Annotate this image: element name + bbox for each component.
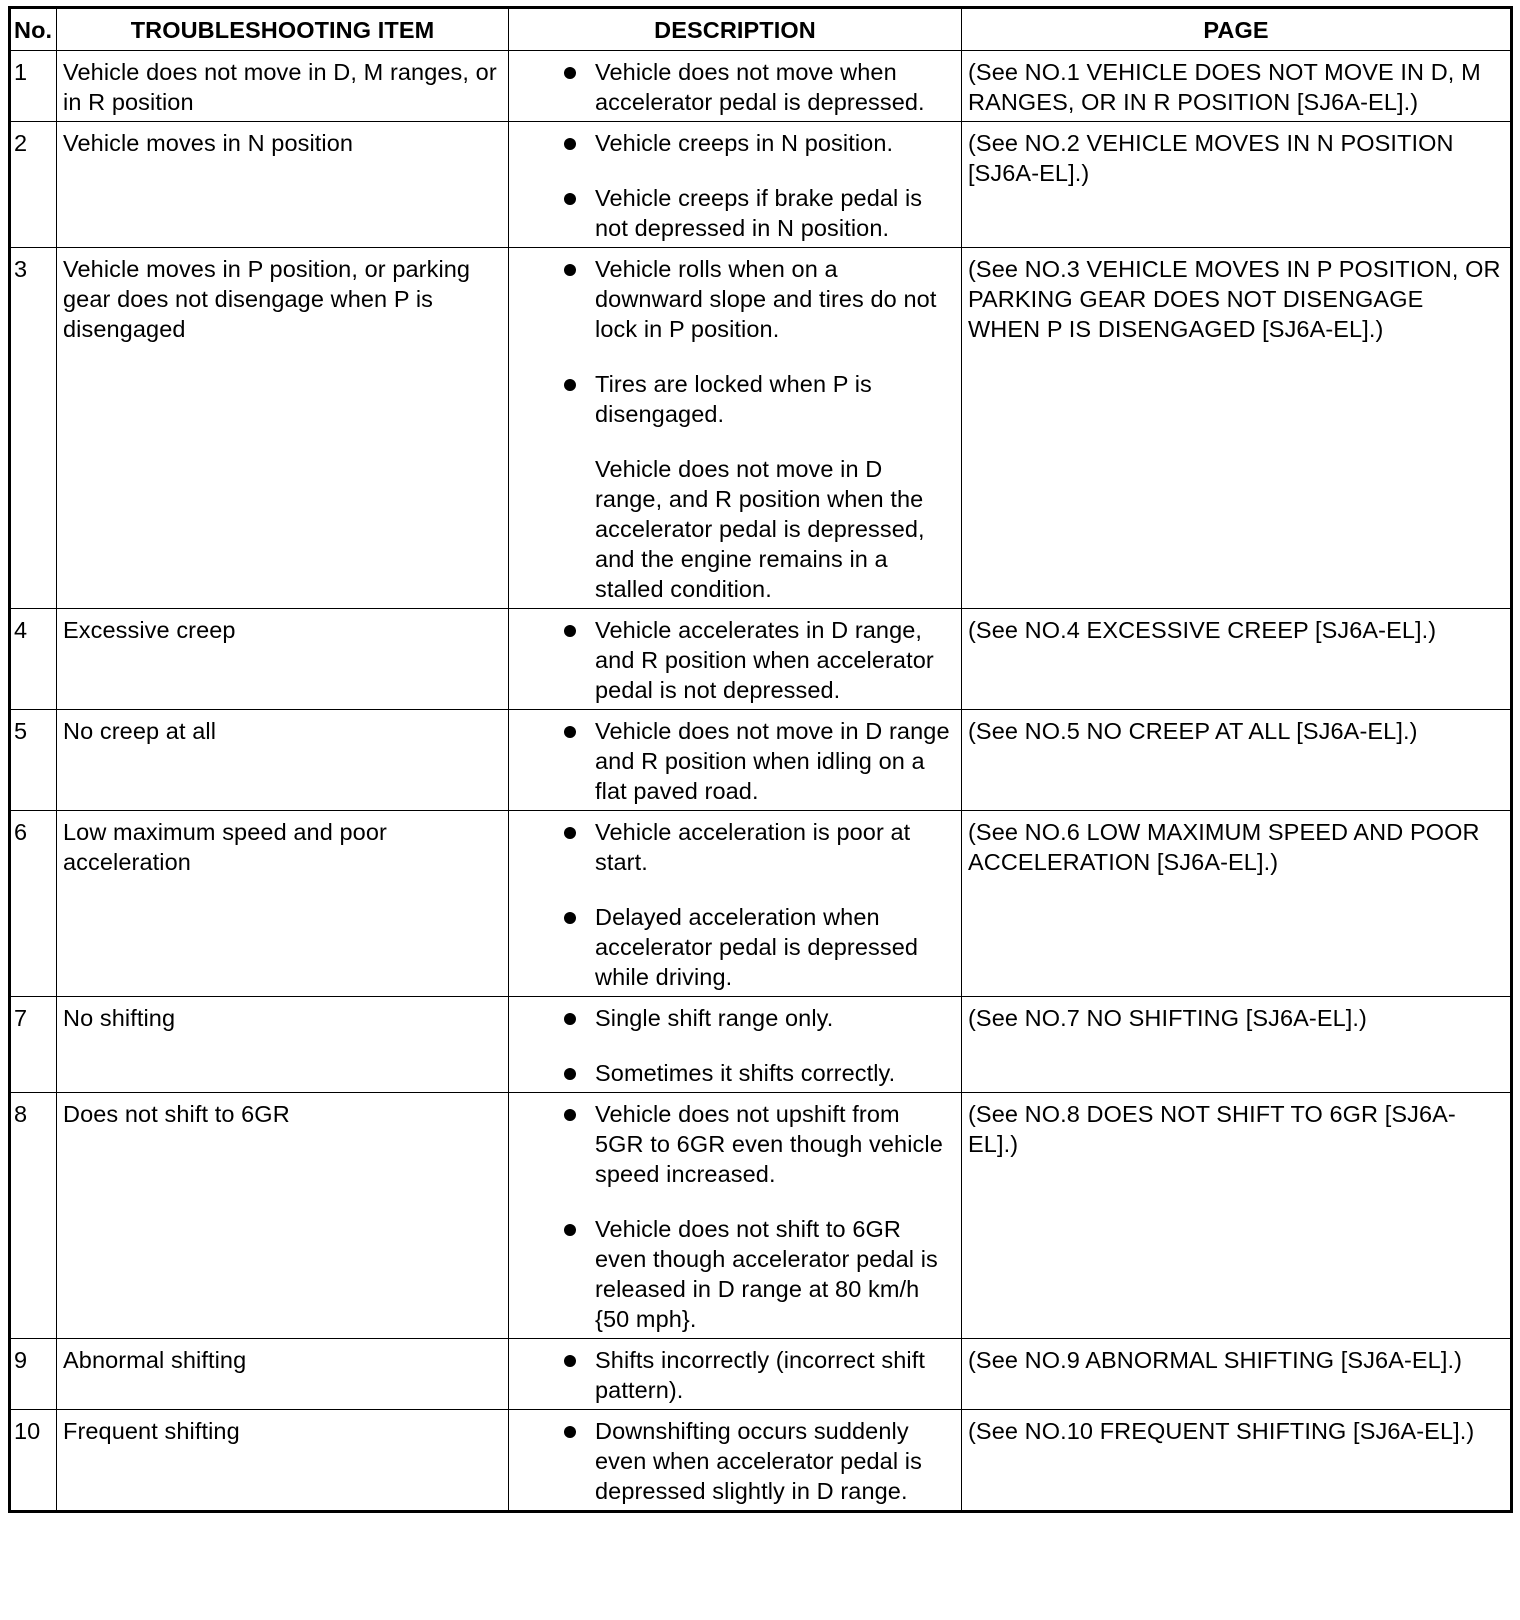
row-number: 8 — [10, 1093, 57, 1339]
description-item — [515, 716, 955, 806]
description-item — [515, 183, 955, 243]
page-reference-cell — [962, 1093, 1512, 1339]
row-number: 9 — [10, 1339, 57, 1410]
description-list — [515, 615, 955, 705]
bullet-icon — [564, 1426, 576, 1438]
troubleshooting-item: Low maximum speed and poor acceleration — [57, 811, 509, 997]
description-list — [515, 716, 955, 806]
page-reference: (See NO.7 NO SHIFTING [SJ6A-EL].) — [968, 1005, 1367, 1031]
description-item — [515, 902, 955, 992]
row-number: 3 — [10, 248, 57, 609]
troubleshooting-item: Excessive creep — [57, 609, 509, 710]
description-list — [515, 1345, 955, 1405]
description-item — [515, 817, 955, 877]
bullet-icon — [564, 1109, 576, 1121]
page-reference: (See NO.2 VEHICLE MOVES IN N POSITION [SJ6A-EL].) — [968, 130, 1454, 186]
description-text: Sometimes it shifts correctly. — [595, 1060, 896, 1086]
table-row — [10, 1093, 1512, 1339]
page-reference-cell — [962, 1339, 1512, 1410]
row-number: 6 — [10, 811, 57, 997]
bullet-icon — [564, 1068, 576, 1080]
description-text: Vehicle accelerates in D range, and R position when accelerator pedal is not depressed. — [595, 617, 934, 703]
page-reference-cell — [962, 997, 1512, 1093]
description-item — [515, 1058, 955, 1088]
description-text: Shifts incorrectly (incorrect shift pattern). — [595, 1347, 925, 1403]
header-page: PAGE — [962, 8, 1512, 51]
table-row — [10, 997, 1512, 1093]
description-item — [515, 1003, 955, 1033]
troubleshooting-item: Frequent shifting — [57, 1410, 509, 1512]
bullet-icon — [564, 1013, 576, 1025]
bullet-icon — [564, 1224, 576, 1236]
header-no: No. — [10, 8, 57, 51]
description-cell — [509, 710, 962, 811]
page-reference: (See NO.5 NO CREEP AT ALL [SJ6A-EL].) — [968, 718, 1418, 744]
description-list — [515, 254, 955, 604]
header-row — [10, 8, 1512, 51]
description-cell — [509, 248, 962, 609]
troubleshooting-item: Vehicle does not move in D, M ranges, or in R position — [57, 51, 509, 122]
page-reference-cell — [962, 609, 1512, 710]
description-cell — [509, 1339, 962, 1410]
page-reference: (See NO.1 VEHICLE DOES NOT MOVE IN D, M RANGES, OR IN R POSITION [SJ6A-EL].) — [968, 59, 1481, 115]
description-list — [515, 128, 955, 243]
description-cell — [509, 609, 962, 710]
bullet-icon — [564, 138, 576, 150]
table-row — [10, 1339, 1512, 1410]
description-item — [515, 1416, 955, 1506]
table-body — [10, 51, 1512, 1512]
description-cell — [509, 122, 962, 248]
row-number: 5 — [10, 710, 57, 811]
description-cell — [509, 1410, 962, 1512]
page-reference-cell — [962, 51, 1512, 122]
table-row — [10, 1410, 1512, 1512]
troubleshooting-item: Abnormal shifting — [57, 1339, 509, 1410]
page-reference-cell — [962, 710, 1512, 811]
description-list — [515, 1416, 955, 1506]
bullet-icon — [564, 827, 576, 839]
bullet-icon — [564, 625, 576, 637]
description-text: Downshifting occurs suddenly even when accelerator pedal is depressed slightly in D range. — [595, 1418, 922, 1504]
description-list — [515, 57, 955, 117]
description-text: Vehicle does not move in D range, and R position when the accelerator pedal is depressed, and the engine remains in a stalled condition. — [595, 456, 925, 602]
description-text: Vehicle acceleration is poor at start. — [595, 819, 911, 875]
description-item — [515, 454, 955, 604]
row-number: 7 — [10, 997, 57, 1093]
page-reference: (See NO.3 VEHICLE MOVES IN P POSITION, OR PARKING GEAR DOES NOT DISENGAGE WHEN P IS DISENGAGED [SJ6A-EL].) — [968, 256, 1501, 342]
row-number: 2 — [10, 122, 57, 248]
description-item — [515, 1099, 955, 1189]
bullet-icon — [564, 1355, 576, 1367]
description-text: Single shift range only. — [595, 1005, 834, 1031]
table-row — [10, 122, 1512, 248]
page-reference-cell — [962, 122, 1512, 248]
page-reference: (See NO.10 FREQUENT SHIFTING [SJ6A-EL].) — [968, 1418, 1475, 1444]
bullet-icon — [564, 67, 576, 79]
table-row — [10, 710, 1512, 811]
bullet-icon — [564, 193, 576, 205]
description-cell — [509, 51, 962, 122]
description-list — [515, 1003, 955, 1088]
page-reference-cell — [962, 811, 1512, 997]
troubleshooting-item: Vehicle moves in P position, or parking gear does not disengage when P is disengaged — [57, 248, 509, 609]
description-item — [515, 254, 955, 344]
description-cell — [509, 811, 962, 997]
description-item — [515, 1345, 955, 1405]
description-text: Vehicle rolls when on a downward slope and tires do not lock in P position. — [595, 256, 937, 342]
description-item — [515, 128, 955, 158]
description-cell — [509, 997, 962, 1093]
page-reference: (See NO.6 LOW MAXIMUM SPEED AND POOR ACCELERATION [SJ6A-EL].) — [968, 819, 1480, 875]
troubleshooting-item: No creep at all — [57, 710, 509, 811]
description-text: Tires are locked when P is disengaged. — [595, 371, 872, 427]
bullet-icon — [564, 264, 576, 276]
description-list — [515, 817, 955, 992]
header-description: DESCRIPTION — [509, 8, 962, 51]
page-reference: (See NO.4 EXCESSIVE CREEP [SJ6A-EL].) — [968, 617, 1437, 643]
page-reference: (See NO.8 DOES NOT SHIFT TO 6GR [SJ6A-EL].) — [968, 1101, 1456, 1157]
table-row — [10, 811, 1512, 997]
description-text: Vehicle creeps if brake pedal is not depressed in N position. — [595, 185, 923, 241]
row-number: 4 — [10, 609, 57, 710]
troubleshooting-item: No shifting — [57, 997, 509, 1093]
description-cell — [509, 1093, 962, 1339]
page-reference: (See NO.9 ABNORMAL SHIFTING [SJ6A-EL].) — [968, 1347, 1463, 1373]
description-text: Delayed acceleration when accelerator pedal is depressed while driving. — [595, 904, 919, 990]
page-reference-cell — [962, 1410, 1512, 1512]
bullet-icon — [564, 912, 576, 924]
description-text: Vehicle creeps in N position. — [595, 130, 894, 156]
row-number: 10 — [10, 1410, 57, 1512]
troubleshooting-table — [8, 6, 1513, 1513]
page-reference-cell — [962, 248, 1512, 609]
description-item — [515, 615, 955, 705]
description-text: Vehicle does not shift to 6GR even though accelerator pedal is released in D range at 80 km/h {50 mph}. — [595, 1216, 938, 1332]
row-number: 1 — [10, 51, 57, 122]
troubleshooting-item: Does not shift to 6GR — [57, 1093, 509, 1339]
description-text: Vehicle does not move when accelerator pedal is depressed. — [595, 59, 925, 115]
description-item — [515, 369, 955, 429]
table-row — [10, 609, 1512, 710]
description-text: Vehicle does not upshift from 5GR to 6GR even though vehicle speed increased. — [595, 1101, 943, 1187]
bullet-icon — [564, 379, 576, 391]
header-troubleshooting-item: TROUBLESHOOTING ITEM — [57, 8, 509, 51]
troubleshooting-item: Vehicle moves in N position — [57, 122, 509, 248]
description-item — [515, 57, 955, 117]
description-item — [515, 1214, 955, 1334]
description-list — [515, 1099, 955, 1334]
table-row — [10, 248, 1512, 609]
description-text: Vehicle does not move in D range and R position when idling on a flat paved road. — [595, 718, 950, 804]
bullet-icon — [564, 726, 576, 738]
table-row — [10, 51, 1512, 122]
